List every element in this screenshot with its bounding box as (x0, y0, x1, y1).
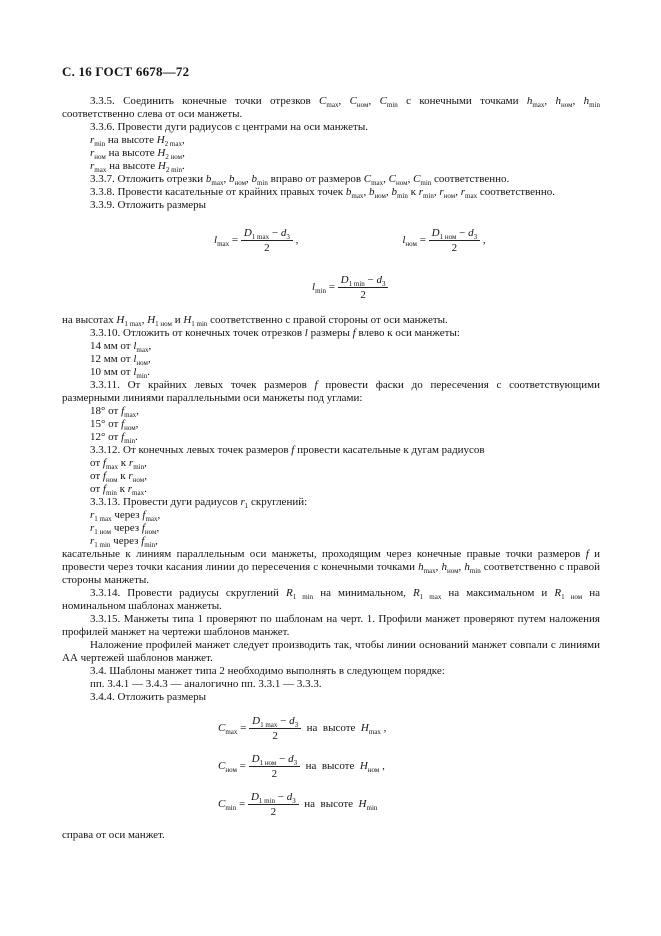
math-variable: l (133, 340, 137, 352)
paragraph: от $f_{max}$ к $r_{min}$, (90, 457, 147, 472)
paragraph: от $f_{min}$ к $r_{max}$. (90, 483, 147, 498)
math-subscript: max (326, 101, 339, 110)
math-variable: h (526, 95, 533, 107)
math-subscript: max (532, 101, 545, 110)
math-subscript: ном (443, 192, 456, 201)
math-variable: r (90, 160, 95, 172)
math-subscript: ном (367, 766, 380, 775)
math-variable: H (157, 147, 166, 159)
math-subscript: 1 ном (439, 233, 457, 242)
math-variable: b (368, 186, 375, 198)
math-variable: C (388, 173, 397, 185)
math-variable: D (250, 791, 259, 803)
math-variable: d (288, 753, 294, 765)
math-variable: h (583, 95, 590, 107)
paragraph: 12° от $f_{min}$. (90, 431, 138, 446)
paragraph: 3.3.7. Отложить отрезки $b_{max}$, $b_{ном}$, $b_{min}$ вправо от размеров $C_{max}$, $C_{ном}$, $C_{min}$ соответственно. (90, 173, 510, 188)
math-subscript: 1 min (348, 280, 365, 289)
math-variable: r (90, 535, 95, 547)
math-variable: d (289, 715, 295, 727)
math-variable: H (147, 314, 156, 326)
paragraph: 3.3.11. От крайних левых точек размеров f провести фаски до пересечения с соответствующими размерными линиями параллельными оси манжеты под углами: (62, 379, 601, 404)
formula: $C_{ном}$ = $\frac{D_{1 ном} - d_3}{2}$ на высоте $H_{ном}$ , (218, 753, 385, 780)
paragraph: 3.3.9. Отложить размеры (90, 199, 207, 211)
paragraph: Наложение профилей манжет следует производить так, чтобы линии оснований манжет совпали с линиями АА чертежей шаблонов манжет. (62, 639, 600, 664)
fraction-numerator: $D_{1 min} - d_3$ (248, 791, 299, 805)
page-content (62, 95, 600, 842)
math-subscript: ном (374, 192, 386, 201)
math-variable: r (127, 483, 133, 495)
fraction (249, 753, 300, 780)
math-variable: r (128, 457, 134, 469)
math-variable: D (243, 227, 252, 239)
math-subscript: max (94, 166, 107, 175)
formula: $l_{min}$ = $\frac{D_{1 min} - d_3}{2}$ (62, 274, 600, 301)
formula: $C_{max}$ = $\frac{D_{1 max} - d_3}{2}$ на высоте $H_{max}$ , (218, 715, 387, 742)
math-variable: f (121, 418, 125, 430)
math-subscript: 1 ном (561, 593, 583, 602)
fraction-denominator: 2 (451, 242, 458, 254)
math-subscript: min (133, 463, 145, 472)
math-subscript: ном (136, 359, 148, 368)
math-variable: C (413, 173, 421, 185)
math-variable: d (468, 227, 474, 239)
math-subscript: max (145, 515, 158, 524)
math-subscript: max (423, 567, 436, 576)
math-variable: l (133, 353, 137, 365)
paragraph: 3.3.5. Соединить конечные точки отрезков $C_{max}$, $C_{ном}$, $C_{min}$ с конечными точками $h_{max}$, $h_{ном}$, $h_{min}$ соответственно слева от оси манжеты. (62, 95, 601, 120)
math-variable: l (304, 327, 308, 339)
math-subscript: min (420, 179, 432, 188)
fraction (249, 715, 301, 742)
formula: $l_{max}$ = $\frac{D_{1 max} - d_3}{2}$ , (214, 227, 299, 254)
math-subscript: ном (94, 153, 106, 162)
math-variable: D (340, 274, 349, 286)
math-subscript: min (225, 804, 237, 813)
math-subscript: 1 ном (94, 528, 112, 537)
math-subscript: max (217, 240, 230, 249)
math-variable: h (418, 561, 424, 573)
math-subscript: 1 ном (155, 320, 172, 329)
math-subscript: min (589, 101, 601, 110)
math-subscript: 1 min (94, 541, 111, 550)
math-subscript: 2 max (164, 140, 182, 149)
math-variable: f (585, 548, 589, 560)
math-subscript: 1 max (94, 515, 112, 524)
math-subscript: ном (405, 240, 417, 249)
math-variable: R (412, 587, 420, 599)
fraction (248, 791, 299, 818)
paragraph: 3.3.12. От конечных левых точек размеров f провести касательные к дугам радиусов (90, 444, 485, 456)
math-variable: D (252, 715, 261, 727)
math-subscript: 1 max (124, 320, 142, 329)
math-subscript: ном (225, 766, 237, 775)
math-variable: H (360, 722, 369, 735)
math-subscript: 1 ном (259, 759, 277, 768)
paragraph: от $f_{ном}$ к $r_{ном}$, (90, 470, 147, 485)
math-variable: f (102, 457, 106, 469)
paragraph: 3.3.8. Провести касательные от крайних правых точек $b_{max}$, $b_{ном}$, $b_{min}$ к $r_{min}$, $r_{ном}$, $r_{max}$ соответственно. (90, 186, 556, 201)
math-subscript: 1 max (419, 593, 442, 602)
math-variable: d (286, 791, 293, 803)
paragraph: $r_{ном}$ на высоте $H_{2 ном}$, (90, 147, 185, 162)
math-subscript: ном (446, 567, 459, 576)
paragraph: 3.4.4. Отложить размеры (90, 691, 207, 703)
math-subscript: min (386, 101, 398, 110)
math-subscript: ном (234, 179, 247, 188)
math-variable: H (359, 760, 368, 773)
math-subscript: ном (144, 528, 157, 537)
math-subscript: ном (561, 101, 573, 110)
math-subscript: 1 min (292, 593, 314, 602)
fraction-denominator: 2 (272, 730, 278, 742)
math-variable: f (141, 535, 145, 547)
math-variable: C (218, 722, 226, 735)
math-variable: f (121, 405, 125, 417)
math-subscript: min (257, 179, 268, 188)
fraction-denominator: 2 (360, 289, 366, 301)
math-variable: r (90, 522, 95, 534)
fraction (429, 227, 480, 254)
math-subscript: min (124, 437, 136, 446)
math-variable: r (90, 134, 95, 146)
paragraph: 3.4. Шаблоны манжет типа 2 необходимо выполнять в следующем порядке: (90, 665, 445, 677)
math-subscript: ном (356, 101, 369, 110)
math-subscript: 2 ном (165, 153, 183, 162)
math-subscript: max (225, 728, 238, 737)
math-subscript: min (105, 489, 117, 498)
math-variable: f (314, 379, 318, 391)
math-variable: b (205, 173, 212, 185)
math-subscript: ном (132, 476, 145, 485)
formula: $l_{ном}$ = $\frac{D_{1 ном} - d_3}{2}$ , (402, 227, 486, 254)
math-subscript: 1 max (251, 233, 270, 242)
math-variable: H (183, 314, 192, 326)
math-subscript: max (211, 179, 224, 188)
math-subscript: min (94, 140, 106, 149)
math-variable: r (90, 509, 95, 521)
math-variable: b (251, 173, 258, 185)
paragraph: $r_{1 min}$ через $f_{min}$, (90, 535, 158, 550)
paragraph: $r_{max}$ на высоте $H_{2 min}$. (90, 160, 185, 175)
math-subscript: 3 (381, 280, 386, 289)
math-variable: D (431, 227, 440, 239)
paragraph: $r_{1 max}$ через $f_{max}$, (90, 509, 161, 524)
fraction-numerator: $D_{1 ном} - d_3$ (429, 227, 480, 241)
fraction-numerator: $D_{1 ном} - d_3$ (249, 753, 300, 767)
math-variable: C (363, 173, 372, 185)
fraction-denominator: 2 (270, 806, 277, 818)
math-variable: C (218, 798, 226, 811)
math-variable: l (214, 234, 218, 247)
math-variable: d (376, 274, 382, 286)
paragraph: на высотах $H_{1 max}$, $H_{1 ном}$ и $H_{1 min}$ соответственно с правой стороны от оси манжеты. (62, 314, 448, 329)
math-subscript: 1 (244, 502, 249, 511)
math-variable: C (218, 760, 226, 773)
math-variable: H (358, 798, 367, 811)
fraction (241, 227, 293, 254)
math-subscript: min (366, 804, 378, 813)
math-variable: l (312, 281, 316, 294)
math-variable: f (352, 327, 356, 339)
math-variable: b (391, 186, 397, 198)
math-subscript: max (136, 346, 149, 355)
math-subscript: min (315, 287, 326, 296)
math-variable: b (228, 173, 235, 185)
math-variable: h (555, 95, 562, 107)
paragraph: 3.3.10. Отложить от конечных точек отрезков l размеры f влево к оси манжеты: (90, 327, 460, 339)
math-subscript: 3 (293, 759, 298, 768)
paragraph: 18° от $f_{max}$, (90, 405, 139, 420)
math-subscript: max (465, 192, 478, 201)
paragraph: 15° от $f_{ном}$, (90, 418, 139, 433)
math-subscript: max (351, 192, 364, 201)
math-subscript: max (371, 179, 384, 188)
math-variable: b (345, 186, 352, 198)
math-variable: H (116, 314, 125, 326)
fraction-denominator: 2 (271, 768, 278, 780)
math-variable: r (418, 186, 424, 198)
paragraph: касательные к линиям параллельным оси манжеты, проходящим через конечные правые точки размеров f и провести через точки касания линии до пересечения с конечными точками $h_{max}$, $h_{ном}$, $h_{min}$ соответственно с правой стороны манжеты. (62, 548, 601, 586)
math-variable: R (285, 587, 293, 599)
math-subscript: ном (124, 424, 136, 433)
math-variable: h (441, 561, 447, 573)
math-subscript: min (136, 372, 148, 381)
math-variable: f (102, 470, 106, 482)
paragraph: пп. 3.4.1 — 3.4.3 — аналогично пп. 3.3.1 — 3.3.3. (90, 678, 322, 690)
math-subscript: max (368, 728, 381, 737)
math-subscript: 3 (286, 233, 290, 242)
paragraph: $r_{1 ном}$ через $f_{ном}$, (90, 522, 160, 537)
paragraph: 3.3.13. Провести дуги радиусов $r_1$ скруглений: (90, 496, 308, 511)
paragraph: справа от оси манжет. (62, 829, 165, 841)
paragraph: $r_{min}$ на высоте $H_{2 max}$, (90, 134, 185, 149)
math-variable: f (142, 509, 146, 521)
math-variable: f (141, 522, 145, 534)
math-variable: r (439, 186, 444, 198)
math-subscript: min (144, 541, 156, 550)
math-subscript: min (469, 567, 481, 576)
math-subscript: 3 (292, 797, 296, 806)
math-variable: r (128, 470, 133, 482)
math-variable: f (291, 444, 295, 456)
paragraph: 14 мм от $l_{max}$, (90, 340, 152, 355)
fraction-denominator: 2 (264, 242, 270, 254)
paragraph: 12 мм от $l_{ном}$, (90, 353, 151, 368)
math-variable: l (402, 234, 406, 247)
paragraph: 10 мм от $l_{min}$. (90, 366, 151, 381)
math-subscript: max (132, 489, 145, 498)
math-variable: f (121, 431, 125, 443)
paragraph: 3.3.14. Провести радиусы скруглений $R_{1 min}$ на минимальном, $R_{1 max}$ на максимальном и $R_{1 ном}$ на номинальном шаблонах манжеты. (62, 587, 600, 612)
math-subscript: ном (396, 179, 408, 188)
math-subscript: min (396, 192, 408, 201)
fraction-numerator: $D_{1 max} - d_3$ (241, 227, 293, 241)
fraction-numerator: $D_{1 min} - d_3$ (338, 274, 389, 288)
math-variable: C (379, 95, 387, 107)
math-variable: l (133, 366, 137, 378)
math-variable: r (460, 186, 466, 198)
math-subscript: 1 min (191, 320, 208, 329)
formula: $C_{min}$ = $\frac{D_{1 min} - d_3}{2}$ на высоте $H_{min}$ (218, 791, 378, 818)
math-variable: r (240, 496, 245, 508)
math-variable: C (319, 95, 327, 107)
math-variable: R (554, 587, 562, 599)
math-variable: D (251, 753, 260, 765)
math-variable: h (464, 561, 470, 573)
math-subscript: 2 min (165, 166, 182, 175)
paragraph: 3.3.6. Провести дуги радиусов с центрами на оси манжеты. (90, 121, 368, 133)
math-variable: H (157, 160, 166, 172)
paragraph: 3.3.15. Манжеты типа 1 проверяют по шаблонам на черт. 1. Профили манжет проверяют путем наложения профилей манжет на чертежи шаблонов манжет. (62, 613, 600, 638)
math-variable: f (102, 483, 106, 495)
page-header: С. 16 ГОСТ 6678—72 (62, 64, 190, 79)
fraction-numerator: $D_{1 max} - d_3$ (249, 715, 301, 729)
math-subscript: 3 (473, 233, 478, 242)
formula-row (62, 227, 600, 254)
math-subscript: max (124, 411, 137, 420)
math-subscript: 1 max (260, 721, 278, 730)
math-variable: H (156, 134, 165, 146)
math-variable: C (349, 95, 357, 107)
math-subscript: ном (105, 476, 118, 485)
math-subscript: min (423, 192, 434, 201)
math-subscript: 3 (294, 721, 299, 730)
fraction (338, 274, 389, 301)
math-subscript: max (105, 463, 119, 472)
math-variable: r (90, 147, 95, 159)
math-variable: d (280, 227, 287, 239)
math-subscript: 1 min (258, 797, 276, 806)
